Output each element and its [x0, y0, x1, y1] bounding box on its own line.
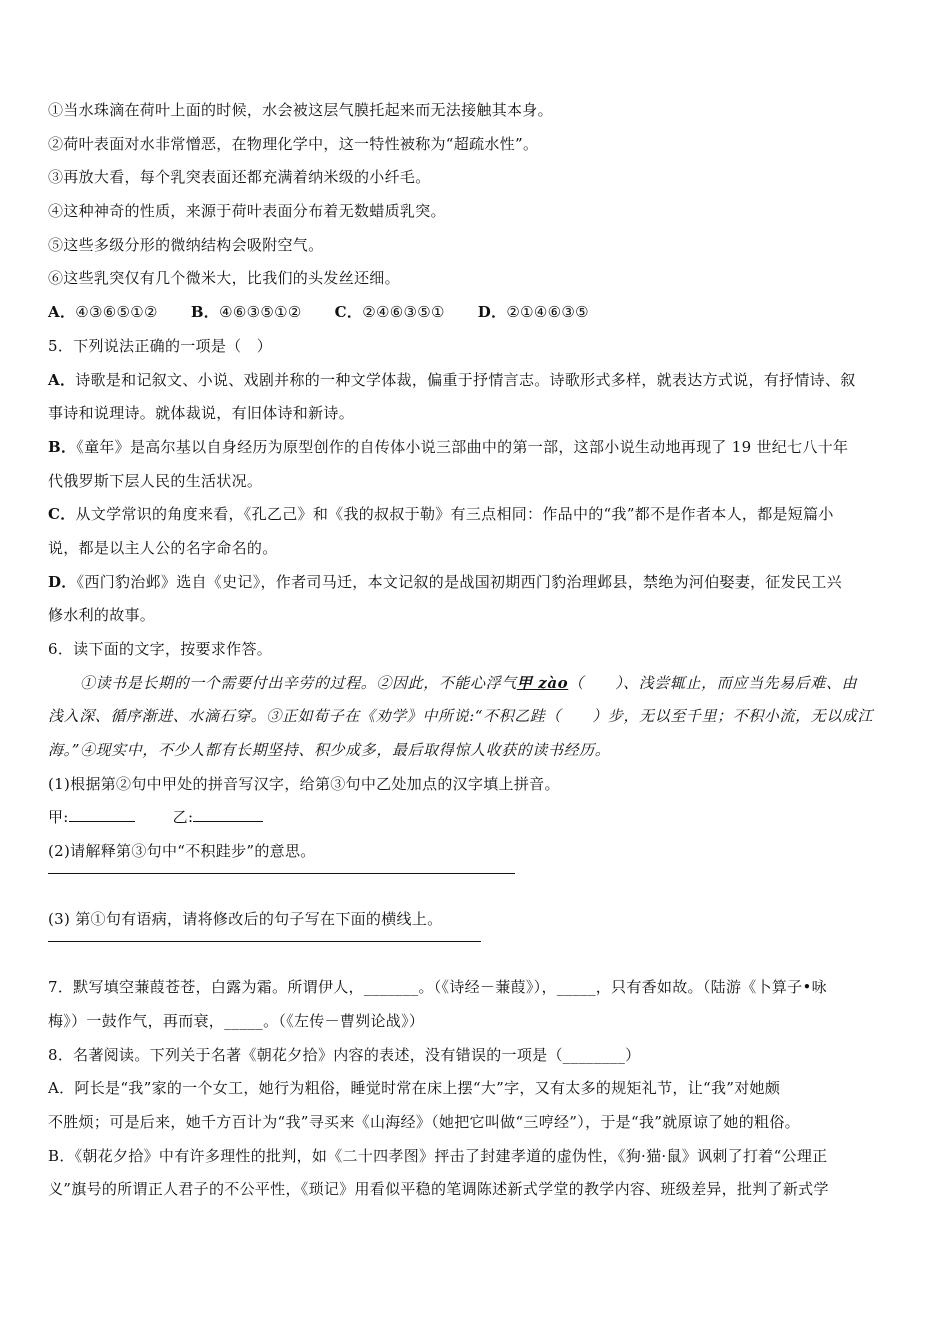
q6-sub2: (2)请解释第③句中“不积跬步”的意思。: [48, 842, 316, 861]
q6-sub3: (3) 第①句有语病，请将修改后的句子写在下面的横线上。: [48, 910, 443, 929]
q4-option-a-label: A．: [48, 303, 76, 322]
q6-passage-line3: 海。”④现实中，不少人都有长期坚持、积少成多，最后取得惊人收获的读书经历。: [48, 741, 611, 760]
q4-options: [48, 300, 908, 324]
q6-passage-line2: 浅入深、循序渐进、水滴石穿。③正如荀子在《劝学》中所说:“不积乙跬（ ）步，无以至千里；不积小流，无以成江: [48, 707, 874, 726]
q8-option-b-line1: B．《朝花夕拾》中有许多理性的批判，如《二十四孝图》抨击了封建孝道的虚伪性，《狗·猫·鼠》讽刺了打着“公理正: [48, 1146, 828, 1165]
q4-option-b: [191, 303, 316, 321]
q4-option-a-text: ④③⑥⑤①②: [75, 303, 158, 322]
exam-page: [48, 98, 908, 1211]
q5-option-b-line2: 代俄罗斯下层人民的生活状况。: [48, 471, 263, 490]
q5-option-c-text1: 从文学常识的角度来看，《孔乙己》和《我的叔叔于勒》有三点相同：作品中的“我”都不是作者本人，都是短篇小: [75, 505, 834, 524]
q6-yi-blank[interactable]: [193, 807, 263, 822]
sentence-4: ④这种神奇的性质，来源于荷叶表面分布着无数蜡质乳突。: [48, 202, 446, 221]
q5-option-b-text1: 《童年》是高尔基以自身经历为原型创作的自传体小说三部曲中的第一部，这部小说生动地再现了 19 世纪七八十年: [76, 437, 849, 456]
q6-jia-label: 甲:: [48, 808, 69, 827]
q4-option-c-text: ②④⑥③⑤①: [362, 303, 445, 322]
q5-option-a-line1: [48, 368, 908, 392]
q8-stem: 8．名著阅读。下列关于名著《朝花夕拾》内容的表述，没有错误的一项是（________）: [48, 1045, 641, 1064]
q7-line1: 7．默写填空蒹葭苍苍，白露为霜。所谓伊人，_______。（《诗经－蒹葭》），_____，只有香如故。（陆游《卜算子•咏: [48, 978, 827, 997]
q8-option-a-line2: 不胜烦；可是后来，她千方百计为“我”寻买来《山海经》（她把它叫做“三哼经”），于是“我”就原谅了她的粗俗。: [48, 1112, 800, 1131]
q6-stem: 6．读下面的文字，按要求作答。: [48, 640, 273, 658]
q6-yi-label: 乙:: [172, 808, 194, 827]
sentence-6: ⑥这些乳突仅有几个微米大，比我们的头发丝还细。: [48, 269, 400, 288]
q4-option-d-text: ②①④⑥③⑤: [506, 303, 589, 322]
q5-option-b-label: B．: [48, 437, 77, 456]
q5-option-d-label: D．: [48, 572, 77, 591]
sentence-1: ①当水珠滴在荷叶上面的时候，水会被这层气膜托起来而无法接触其本身。: [48, 101, 553, 119]
q6-sub1: (1)根据第②句中甲处的拼音写汉字，给第③句中乙处加点的汉字填上拼音。: [48, 774, 560, 793]
q6-passage-line1-b: （ ）、浅尝辄止，而应当先易后难、由: [568, 673, 858, 692]
q8-option-a-line1: A．阿长是“我”家的一个女工，她行为粗俗，睡觉时常在床上摆“大”字，又有太多的规矩礼节，让“我”对她颇: [48, 1079, 781, 1098]
q4-option-c: [335, 303, 459, 321]
q6-sub3-answer-line[interactable]: [48, 941, 481, 942]
q4-option-c-label: C．: [334, 303, 363, 322]
q5-option-b-line1: [48, 435, 908, 459]
q8-option-b-line2: 义”旗号的所谓正人君子的不公平性，《琐记》用看似平稳的笔调陈述新式学堂的教学内容、班级差异，批判了新式学: [48, 1180, 829, 1199]
q5-option-a-label: A．: [48, 370, 76, 389]
q5-option-a-line2: 事诗和说理诗。就体裁说，有旧体诗和新诗。: [48, 404, 355, 423]
q4-option-b-label: B．: [190, 303, 220, 322]
q4-option-b-text: ④⑥③⑤①②: [219, 303, 302, 322]
q5-option-c-line2: 说，都是以主人公的名字命名的。: [48, 538, 278, 557]
q6-pinyin-jia: 甲 zào: [516, 673, 569, 692]
q6-sub2-answer-line[interactable]: [48, 873, 515, 874]
q5-option-c-label: C．: [48, 505, 76, 524]
q5-stem: 5．下列说法正确的一项是（ ）: [48, 336, 273, 355]
q6-answer-row: [48, 805, 908, 829]
q4-option-d: [478, 303, 603, 321]
q5-option-d-line2: 修水利的故事。: [48, 606, 156, 625]
q5-option-d-line1: [48, 570, 908, 594]
q4-option-d-label: D．: [477, 303, 507, 322]
q5-option-c-line1: [48, 502, 908, 526]
sentence-2: ②荷叶表面对水非常憎恶，在物理化学中，这一特性被称为“超疏水性”。: [48, 134, 539, 153]
q6-jia-blank[interactable]: [69, 807, 135, 822]
q7-line2: 梅》）一鼓作气，再而衰，_____。（《左传－曹刿论战》）: [48, 1011, 425, 1030]
q6-passage-line1: [48, 671, 908, 695]
q6-passage-line1-a: ①读书是长期的一个需要付出辛劳的过程。②因此，不能心浮气: [80, 673, 517, 692]
sentence-5: ⑤这些多级分形的微纳结构会吸附空气。: [48, 235, 324, 254]
q5-option-d-text1: 《西门豹治邺》选自《史记》，作者司马迁，本文记叙的是战国初期西门豹治理邺县，禁绝为河伯娶妻，征发民工兴: [76, 572, 842, 591]
q4-option-a: [48, 303, 172, 321]
q5-option-a-text1: 诗歌是和记叙文、小说、戏剧并称的一种文学体裁，偏重于抒情言志。诗歌形式多样，就表达方式说，有抒情诗、叙: [75, 370, 856, 389]
sentence-3: ③再放大看，每个乳突表面还都充满着纳米级的小纤毛。: [48, 168, 431, 187]
